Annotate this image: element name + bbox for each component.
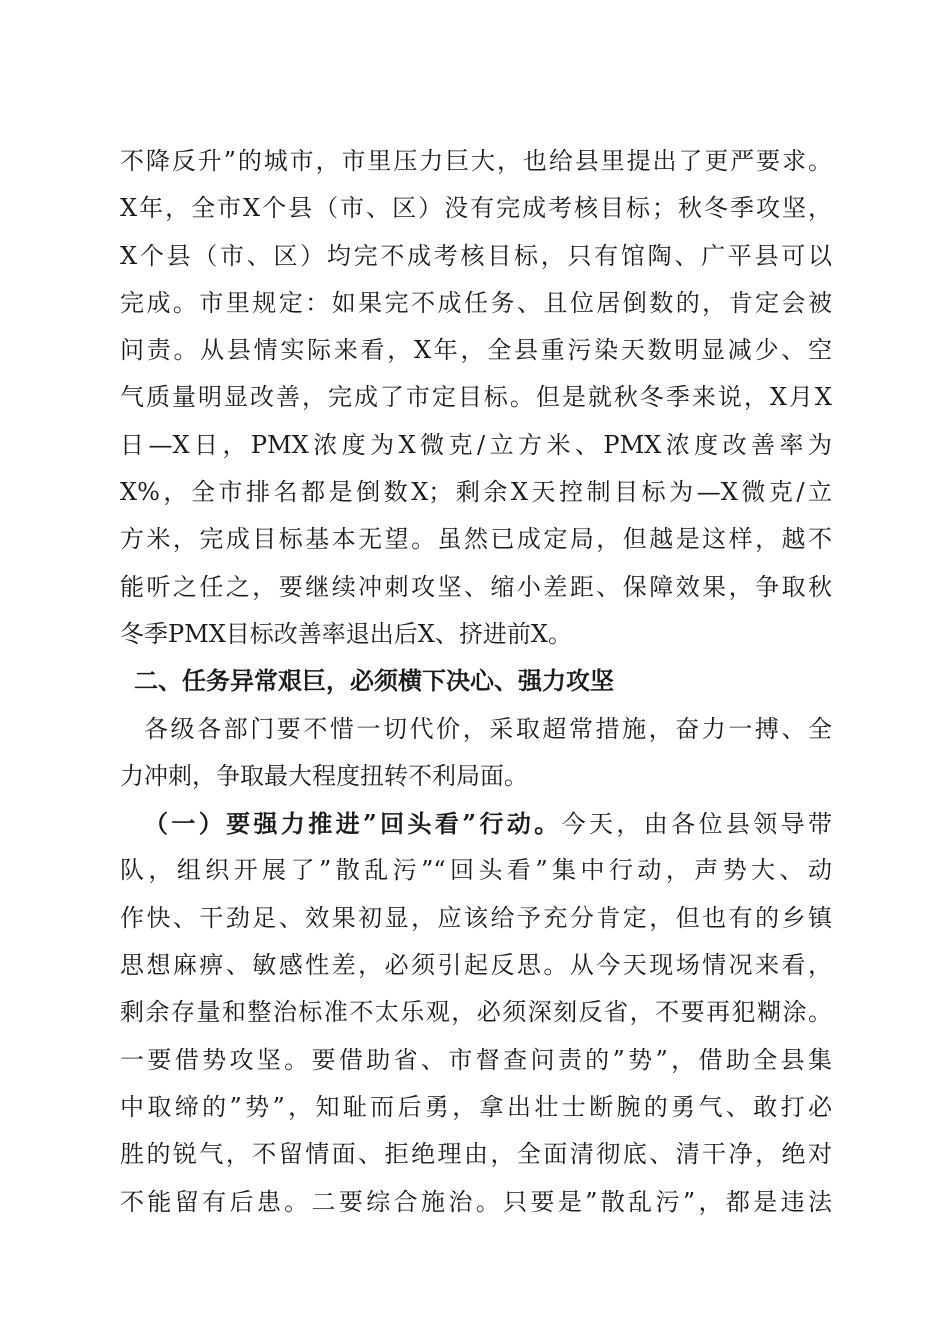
document-body — [120, 138, 832, 1226]
para1-line-2: X年，全市X个县（市、区）没有完成考核目标；秋冬季攻坚， — [120, 194, 832, 223]
para2-line-1: 各级各部门要不惜一切代价，采取超常措施，奋力一搏、全 — [144, 714, 832, 743]
para1-line-1: 不降反升”的城市，市里压力巨大，也给县里提出了更严要求。 — [120, 147, 832, 175]
para3-line-1-rest: 今天，由各位县领导带 — [561, 810, 832, 839]
para1-line-7: 日—X日，PMX浓度为X微克/立方米、PMX浓度改善率为 — [120, 430, 832, 459]
para3-line-5: 剩余存量和整治标准不太乐观，必须深刻反省，不要再犯糊涂。 — [120, 998, 832, 1027]
para1-line-11: 冬季PMX目标改善率退出后X、挤进前X。 — [120, 619, 572, 648]
para3-line-1 — [120, 800, 832, 847]
para1-line-4: 完成。市里规定：如果完不成任务、且位居倒数的，肯定会被 — [120, 288, 832, 317]
para1-line-10: 能听之任之，要继续冲刺攻坚、缩小差距、保障效果，争取秋 — [120, 572, 832, 601]
para3-line-9: 不能留有后患。二要综合施治。只要是”散乱污”，都是违法 — [120, 1187, 832, 1216]
para1-line-9: 方米，完成目标基本无望。虽然已成定局，但越是这样，越不 — [120, 525, 832, 554]
para3-line-3: 作快、干劲足、效果初显，应该给予充分肯定，但也有的乡镇 — [120, 903, 832, 932]
para1-line-8: X%，全市排名都是倒数X；剩余X天控制目标为—X微克/立 — [120, 478, 832, 507]
para3-line-6: 一要借势攻坚。要借助省、市督查问责的”势”，借助全县集 — [120, 1045, 832, 1074]
para1-line-3: X个县（市、区）均完不成考核目标，只有馆陶、广平县可以 — [120, 241, 832, 270]
para2-line-2: 力冲刺，争取最大程度扭转不利局面。 — [120, 761, 528, 790]
para3-line-2: 队，组织开展了”散乱污”“回头看”集中行动，声势大、动 — [120, 856, 832, 885]
para3-line-4: 思想麻痹、敏感性差，必须引起反思。从今天现场情况来看， — [120, 951, 832, 980]
para1-line-6: 气质量明显改善，完成了市定目标。但是就秋冬季来说，X月X — [120, 383, 832, 412]
section-heading-2: 二、任务异常艰巨，必须横下决心、强力攻坚 — [134, 667, 614, 696]
subsection-heading-1: （一）要强力推进”回头看”行动。 — [144, 809, 562, 839]
para1-line-5: 问责。从县情实际来看，X年，全县重污染天数明显减少、空 — [120, 336, 832, 365]
para3-line-8: 胜的锐气，不留情面、拒绝理由，全面清彻底、清干净，绝对 — [120, 1140, 832, 1169]
para3-line-7: 中取缔的”势”，知耻而后勇，拿出壮士断腕的勇气、敢打必 — [120, 1092, 832, 1121]
